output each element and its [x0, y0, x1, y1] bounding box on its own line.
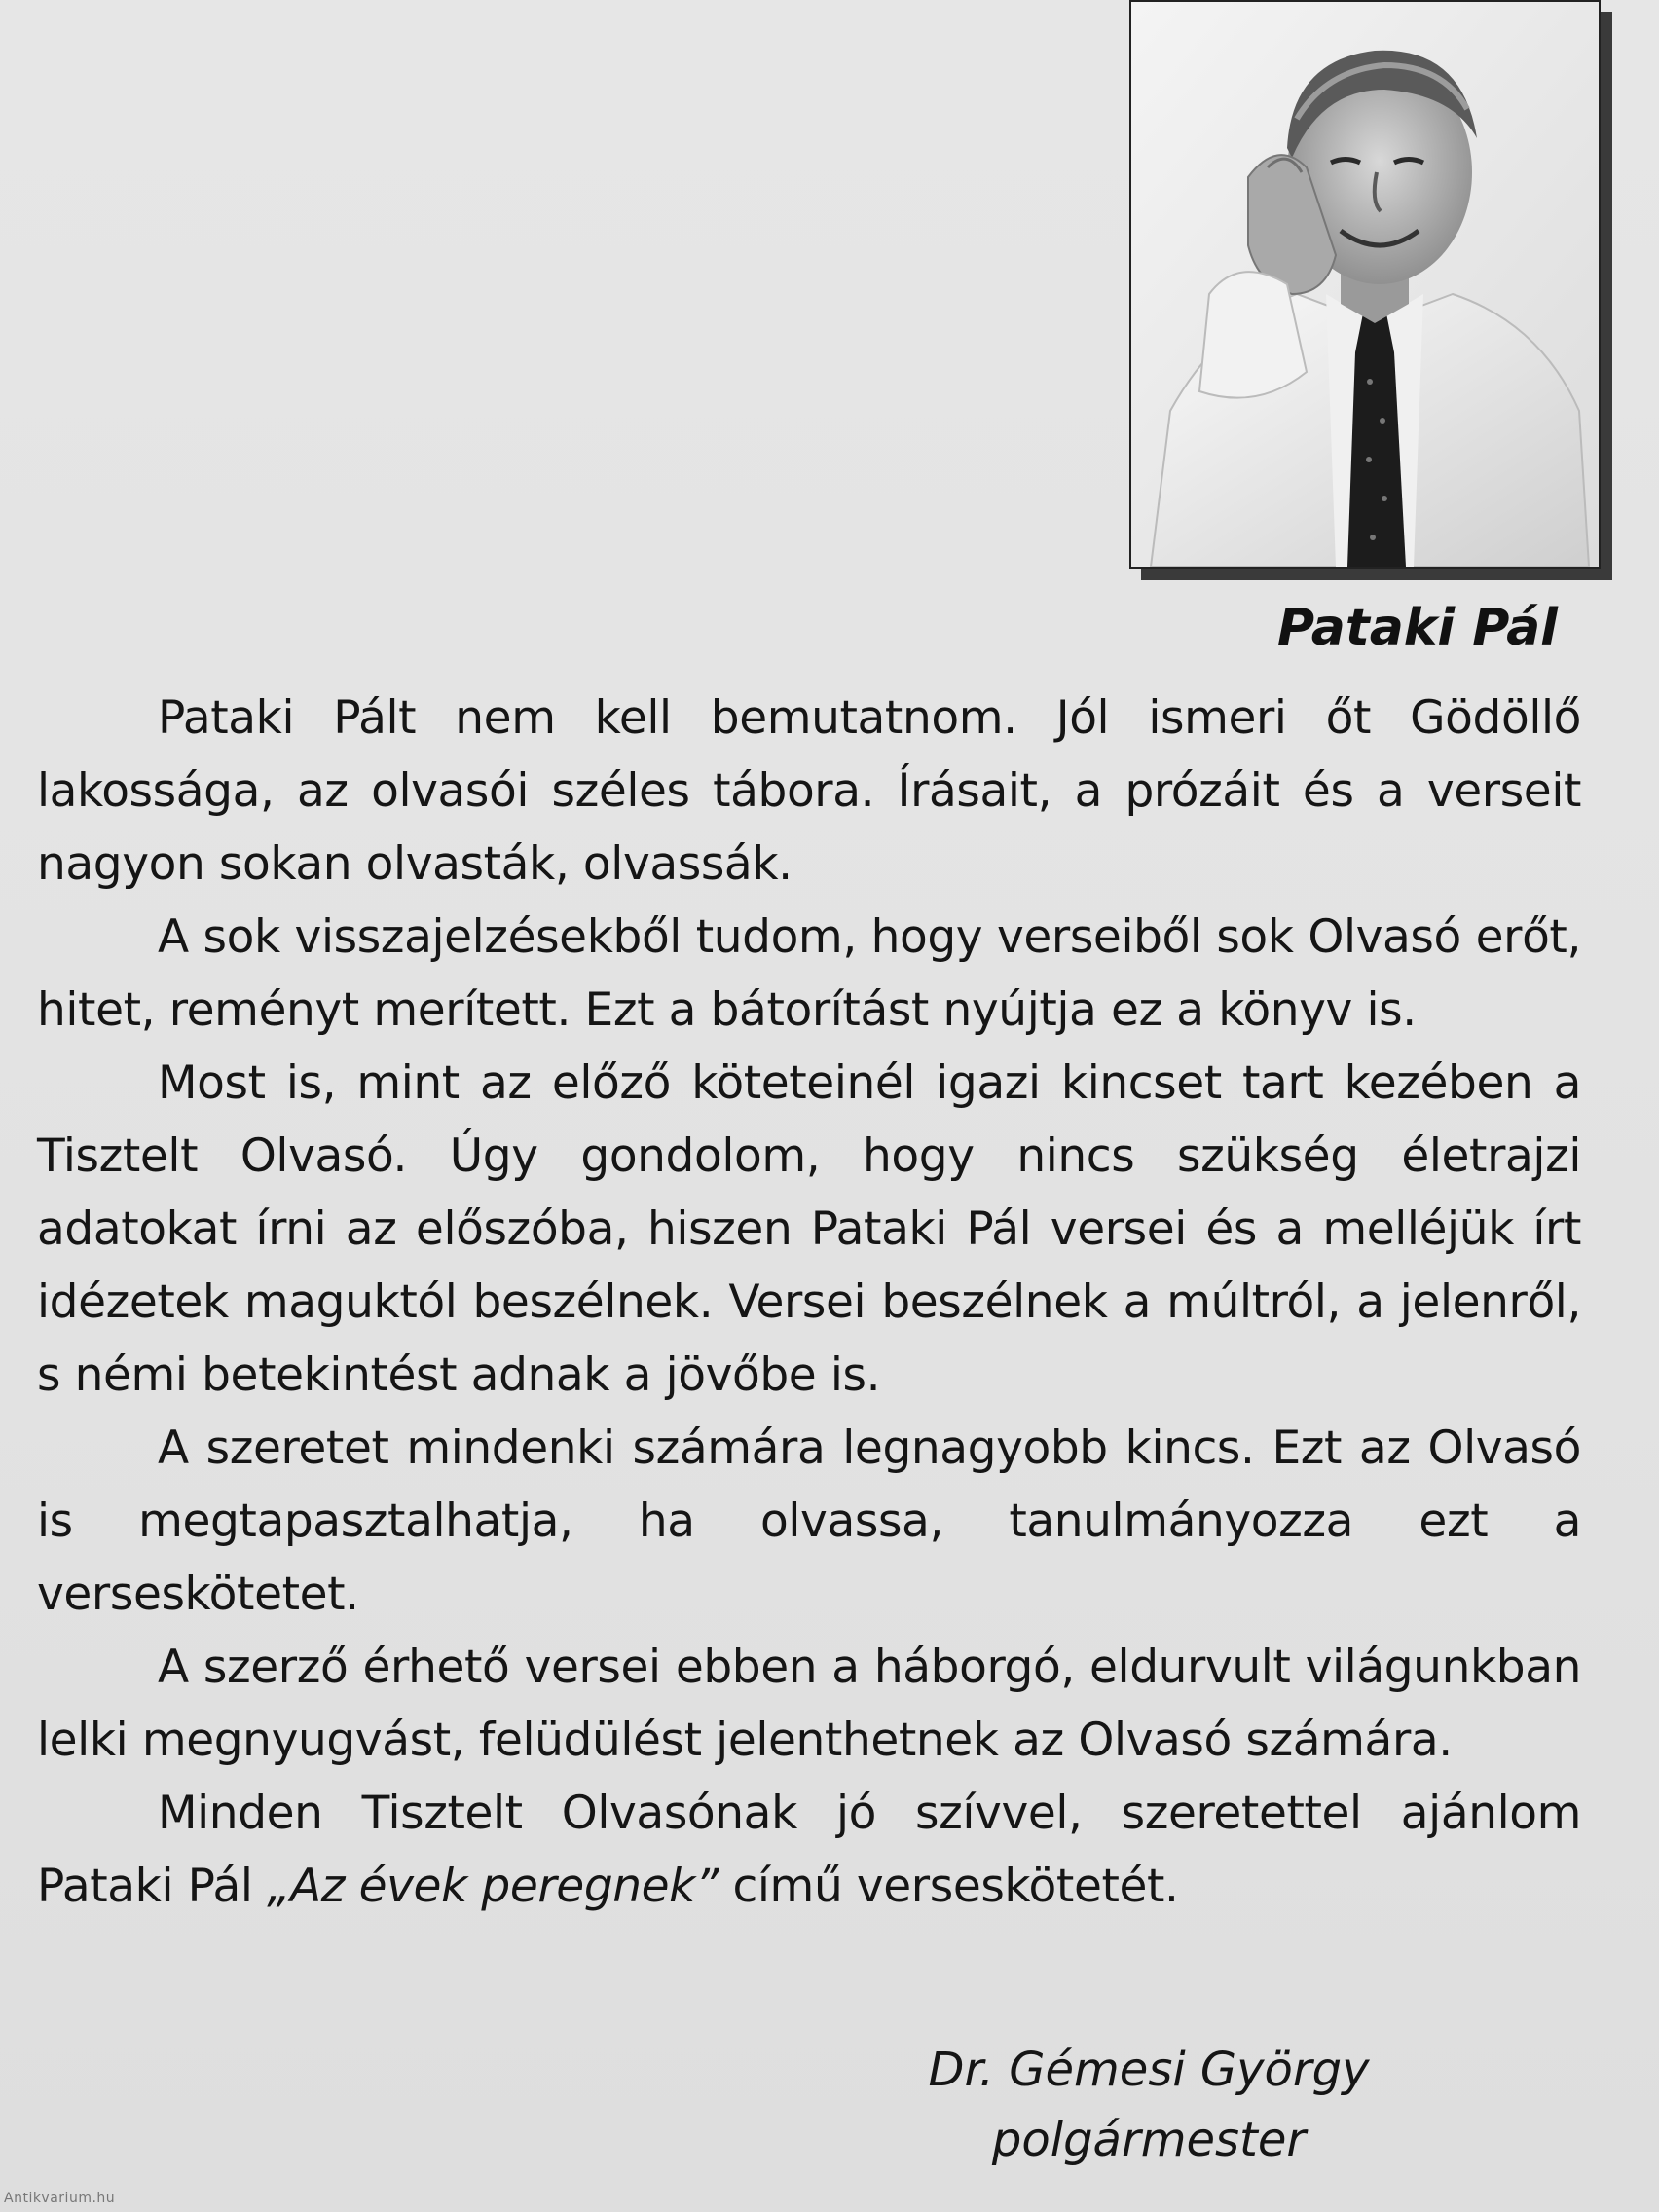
- closing-paragraph: [37, 1777, 1581, 1923]
- portrait-caption: Pataki Pál: [1276, 599, 1558, 657]
- closing-text-start: Minden Tisztelt Olvasónak jó szívvel, szeretettel ajánlom Pataki Pál: [37, 1787, 1581, 1913]
- signature-role: polgármester: [991, 2113, 1307, 2167]
- foreword-text: [37, 682, 1581, 1923]
- book-title: „Az évek peregnek”: [267, 1860, 719, 1913]
- closing-text-end: című verseskötetét.: [718, 1860, 1179, 1913]
- foreword-paragraph: Most is, mint az előző köteteinél igazi kincset tart kezében a Tisztelt Olvasó. Úgy gondolom, hogy nincs szükség életrajzi adatokat írni az előszóba, hiszen Pataki Pál versei és a melléjük írt idézetek maguktól beszélnek. Versei beszélnek a múltról, a jelenről, s némi betekintést adnak a jövőbe is.: [37, 1056, 1581, 1402]
- signature-block: [876, 2035, 1421, 2175]
- signature-name: Dr. Gémesi György: [928, 2043, 1370, 2097]
- foreword-paragraph: Pataki Pált nem kell bemutatnom. Jól ismeri őt Gödöllő lakossága, az olvasói széles tábora. Írásait, a prózáit és a verseit nagyon sokan olvasták, olvassák.: [37, 691, 1581, 891]
- portrait-illustration: [1131, 2, 1599, 567]
- foreword-paragraph: A szeretet mindenki számára legnagyobb kincs. Ezt az Olvasó is megtapasztalhatja, ha olvassa, tanulmányozza ezt a verseskötetet.: [37, 1421, 1581, 1621]
- foreword-paragraph: A sok visszajelzésekből tudom, hogy verseiből sok Olvasó erőt, hitet, reményt merített. Ezt a bátorítást nyújtja ez a könyv is.: [37, 910, 1581, 1037]
- author-portrait-photo: [1129, 0, 1601, 569]
- watermark: Antikvarium.hu: [4, 2191, 116, 2206]
- foreword-paragraph: A szerző érhető versei ebben a háborgó, eldurvult világunkban lelki megnyugvást, felüdülést jelenthetnek az Olvasó számára.: [37, 1641, 1581, 1767]
